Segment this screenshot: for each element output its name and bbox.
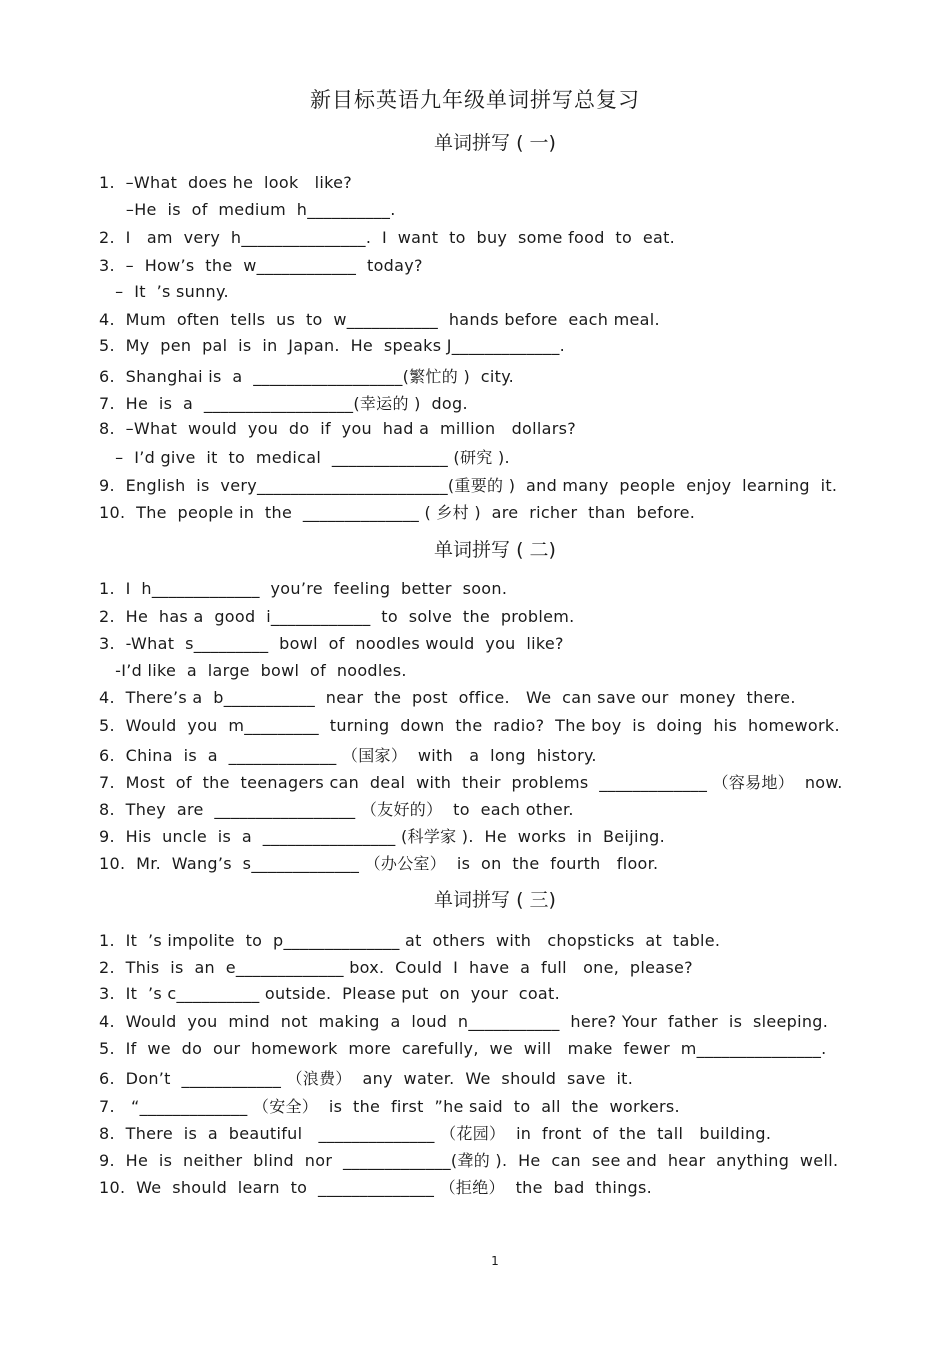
exercise-line: -I’d like a large bowl of noodles. xyxy=(99,661,407,680)
exercise-line: 3. – How’s the w____________ today? xyxy=(99,256,423,275)
exercise-line: 4. There’s a b___________ near the post office. We can save our money there. xyxy=(99,688,796,707)
page-title: 新目标英语九年级单词拼写总复习 xyxy=(310,88,640,112)
exercise-line: 2. He has a good i____________ to solve the problem. xyxy=(99,607,575,626)
exercise-line: 1. –What does he look like? xyxy=(99,173,353,192)
exercise-line: 8. They are _________________ （友好的） to each other. xyxy=(99,800,574,819)
exercise-line: 7. Most of the teenagers can deal with their problems _____________ （容易地） now. xyxy=(99,773,843,792)
exercise-line: 10. The people in the ______________ ( 乡村 ) are richer than before. xyxy=(99,503,696,522)
exercise-line: 10. Mr. Wang’s s_____________ （办公室） is on the fourth floor. xyxy=(99,854,659,873)
exercise-line: 7. He is a __________________(幸运的 ) dog. xyxy=(99,394,468,413)
exercise-line: 7. “_____________ （安全） is the first ”he said to all the workers. xyxy=(99,1097,680,1116)
exercise-line: – It ’s sunny. xyxy=(99,282,229,301)
page-number: 1 xyxy=(491,1254,499,1268)
exercise-line: 6. China is a _____________ （国家） with a long history. xyxy=(99,746,597,765)
exercise-line: –He is of medium h__________. xyxy=(99,200,396,219)
exercise-line: 9. He is neither blind nor _____________(聋的 ). He can see and hear anything well. xyxy=(99,1151,839,1170)
exercise-line: 4. Mum often tells us to w___________ hands before each meal. xyxy=(99,310,660,329)
exercise-line: 1. I h_____________ you’re feeling better soon. xyxy=(99,579,508,598)
exercise-line: 2. I am very h_______________. I want to buy some food to eat. xyxy=(99,228,676,247)
exercise-line: 3. It ’s c__________ outside. Please put on your coat. xyxy=(99,984,560,1003)
exercise-line: 6. Shanghai is a __________________(繁忙的 ) city. xyxy=(99,367,515,386)
exercise-line: 10. We should learn to ______________ （拒绝） the bad things. xyxy=(99,1178,652,1197)
exercise-line: 8. –What would you do if you had a million dollars? xyxy=(99,419,577,438)
exercise-line: 3. -What s_________ bowl of noodles would you like? xyxy=(99,634,564,653)
section-heading-2: 单词拼写 ( 二) xyxy=(434,539,556,561)
section-heading-3: 单词拼写 ( 三) xyxy=(434,889,556,911)
exercise-line: 1. It ’s impolite to p______________ at others with chopsticks at table. xyxy=(99,931,721,950)
exercise-line: 9. His uncle is a ________________ (科学家 ). He works in Beijing. xyxy=(99,827,665,846)
exercise-line: 8. There is a beautiful ______________ （花园） in front of the tall building. xyxy=(99,1124,772,1143)
exercise-line: 5. If we do our homework more carefully, we will make fewer m_______________. xyxy=(99,1039,827,1058)
exercise-line: 9. English is very_______________________(重要的 ) and many people enjoy learning it. xyxy=(99,476,838,495)
exercise-line: 4. Would you mind not making a loud n___________ here? Your father is sleeping. xyxy=(99,1012,829,1031)
exercise-line: 6. Don’t ____________ （浪费） any water. We should save it. xyxy=(99,1069,634,1088)
exercise-line: 5. Would you m_________ turning down the radio? The boy is doing his homework. xyxy=(99,716,840,735)
exercise-line: 5. My pen pal is in Japan. He speaks J_____________. xyxy=(99,336,566,355)
section-heading-1: 单词拼写 ( 一) xyxy=(434,132,556,154)
exercise-line: – I’d give it to medical ______________ (研究 ). xyxy=(99,448,510,467)
exercise-line: 2. This is an e_____________ box. Could I have a full one, please? xyxy=(99,958,693,977)
